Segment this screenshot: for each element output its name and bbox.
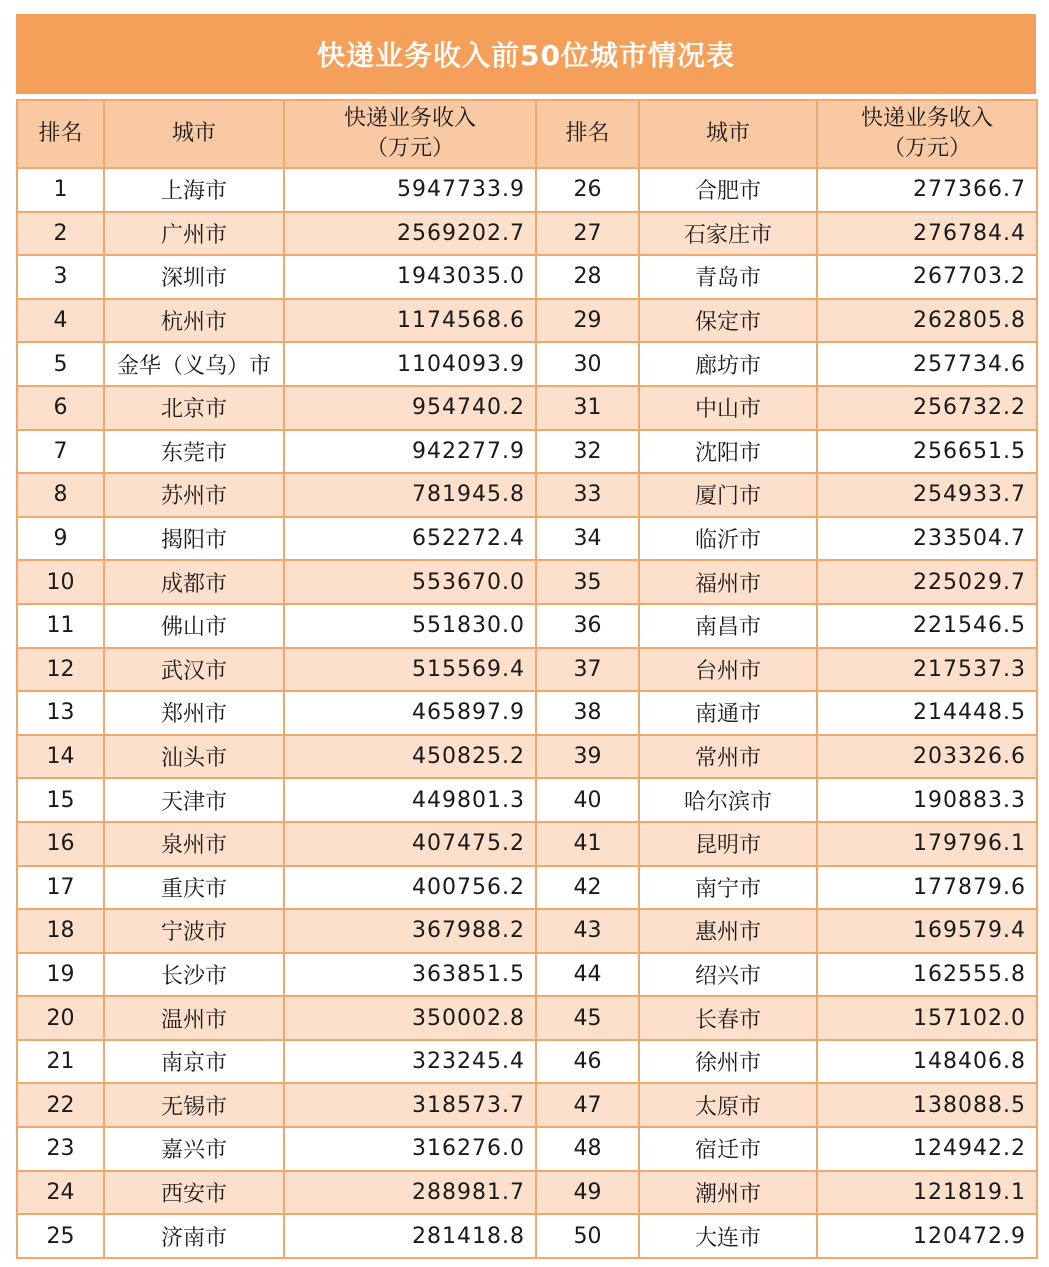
table-row bbox=[17, 1040, 1037, 1084]
revenue-cell: 169579.4 bbox=[817, 909, 1037, 953]
revenue-cell: 363851.5 bbox=[284, 953, 536, 997]
revenue-cell: 233504.7 bbox=[817, 517, 1037, 561]
city-cell: 惠州市 bbox=[639, 909, 817, 953]
revenue-cell: 276784.4 bbox=[817, 212, 1037, 256]
city-cell: 太原市 bbox=[639, 1083, 817, 1127]
revenue-cell: 190883.3 bbox=[817, 778, 1037, 822]
table-row bbox=[17, 735, 1037, 779]
city-cell: 西安市 bbox=[104, 1171, 284, 1215]
rank-cell: 15 bbox=[17, 778, 104, 822]
rank-cell: 41 bbox=[536, 822, 639, 866]
revenue-cell: 407475.2 bbox=[284, 822, 536, 866]
header-rank-left: 排名 bbox=[17, 100, 104, 168]
city-cell: 福州市 bbox=[639, 560, 817, 604]
rank-cell: 14 bbox=[17, 735, 104, 779]
table-row bbox=[17, 342, 1037, 386]
city-cell: 保定市 bbox=[639, 299, 817, 343]
revenue-cell: 179796.1 bbox=[817, 822, 1037, 866]
rank-cell: 43 bbox=[536, 909, 639, 953]
rank-cell: 33 bbox=[536, 473, 639, 517]
table-title: 快递业务收入前50位城市情况表 bbox=[16, 14, 1036, 94]
city-cell: 中山市 bbox=[639, 386, 817, 430]
rank-cell: 36 bbox=[536, 604, 639, 648]
revenue-cell: 367988.2 bbox=[284, 909, 536, 953]
rank-cell: 39 bbox=[536, 735, 639, 779]
table-row bbox=[17, 866, 1037, 910]
city-cell: 南京市 bbox=[104, 1040, 284, 1084]
revenue-table bbox=[16, 99, 1038, 1259]
revenue-cell: 954740.2 bbox=[284, 386, 536, 430]
rank-cell: 21 bbox=[17, 1040, 104, 1084]
city-cell: 杭州市 bbox=[104, 299, 284, 343]
city-cell: 成都市 bbox=[104, 560, 284, 604]
revenue-cell: 350002.8 bbox=[284, 996, 536, 1040]
revenue-cell: 1104093.9 bbox=[284, 342, 536, 386]
table-row bbox=[17, 778, 1037, 822]
city-cell: 汕头市 bbox=[104, 735, 284, 779]
revenue-cell: 781945.8 bbox=[284, 473, 536, 517]
revenue-cell: 257734.6 bbox=[817, 342, 1037, 386]
revenue-cell: 465897.9 bbox=[284, 691, 536, 735]
rank-cell: 42 bbox=[536, 866, 639, 910]
city-cell: 苏州市 bbox=[104, 473, 284, 517]
revenue-cell: 217537.3 bbox=[817, 648, 1037, 692]
revenue-cell: 515569.4 bbox=[284, 648, 536, 692]
revenue-cell: 450825.2 bbox=[284, 735, 536, 779]
city-cell: 郑州市 bbox=[104, 691, 284, 735]
rank-cell: 20 bbox=[17, 996, 104, 1040]
revenue-cell: 254933.7 bbox=[817, 473, 1037, 517]
header-revenue-unit: （万元） bbox=[882, 136, 971, 161]
revenue-cell: 221546.5 bbox=[817, 604, 1037, 648]
revenue-cell: 120472.9 bbox=[817, 1214, 1037, 1258]
rank-cell: 26 bbox=[536, 168, 639, 212]
table-row bbox=[17, 1171, 1037, 1215]
rank-cell: 5 bbox=[17, 342, 104, 386]
city-cell: 嘉兴市 bbox=[104, 1127, 284, 1171]
header-revenue-left bbox=[284, 100, 536, 168]
table-row bbox=[17, 255, 1037, 299]
table-row bbox=[17, 386, 1037, 430]
rank-cell: 2 bbox=[17, 212, 104, 256]
revenue-cell: 256732.2 bbox=[817, 386, 1037, 430]
city-cell: 北京市 bbox=[104, 386, 284, 430]
city-cell: 宁波市 bbox=[104, 909, 284, 953]
revenue-cell: 177879.6 bbox=[817, 866, 1037, 910]
rank-cell: 27 bbox=[536, 212, 639, 256]
city-cell: 东莞市 bbox=[104, 430, 284, 474]
header-rank-right: 排名 bbox=[536, 100, 639, 168]
table-row bbox=[17, 168, 1037, 212]
city-cell: 揭阳市 bbox=[104, 517, 284, 561]
city-cell: 宿迁市 bbox=[639, 1127, 817, 1171]
revenue-cell: 2569202.7 bbox=[284, 212, 536, 256]
table-row bbox=[17, 691, 1037, 735]
rank-cell: 18 bbox=[17, 909, 104, 953]
city-cell: 南通市 bbox=[639, 691, 817, 735]
city-cell: 广州市 bbox=[104, 212, 284, 256]
city-cell: 临沂市 bbox=[639, 517, 817, 561]
revenue-cell: 553670.0 bbox=[284, 560, 536, 604]
table-row bbox=[17, 953, 1037, 997]
city-cell: 石家庄市 bbox=[639, 212, 817, 256]
rank-cell: 30 bbox=[536, 342, 639, 386]
rank-cell: 44 bbox=[536, 953, 639, 997]
rank-cell: 49 bbox=[536, 1171, 639, 1215]
city-cell: 长春市 bbox=[639, 996, 817, 1040]
city-cell: 绍兴市 bbox=[639, 953, 817, 997]
rank-cell: 24 bbox=[17, 1171, 104, 1215]
revenue-cell: 256651.5 bbox=[817, 430, 1037, 474]
table-row bbox=[17, 299, 1037, 343]
table-row bbox=[17, 1214, 1037, 1258]
rank-cell: 19 bbox=[17, 953, 104, 997]
city-cell: 台州市 bbox=[639, 648, 817, 692]
rank-cell: 34 bbox=[536, 517, 639, 561]
header-revenue-label: 快递业务收入 bbox=[343, 106, 476, 131]
rank-cell: 11 bbox=[17, 604, 104, 648]
city-cell: 潮州市 bbox=[639, 1171, 817, 1215]
rank-cell: 47 bbox=[536, 1083, 639, 1127]
table-row bbox=[17, 560, 1037, 604]
header-revenue-unit: （万元） bbox=[365, 136, 454, 161]
rank-cell: 37 bbox=[536, 648, 639, 692]
revenue-cell: 277366.7 bbox=[817, 168, 1037, 212]
rank-cell: 40 bbox=[536, 778, 639, 822]
header-city-right: 城市 bbox=[639, 100, 817, 168]
rank-cell: 8 bbox=[17, 473, 104, 517]
revenue-cell: 262805.8 bbox=[817, 299, 1037, 343]
city-cell: 无锡市 bbox=[104, 1083, 284, 1127]
rank-cell: 29 bbox=[536, 299, 639, 343]
city-cell: 大连市 bbox=[639, 1214, 817, 1258]
revenue-cell: 121819.1 bbox=[817, 1171, 1037, 1215]
table-row bbox=[17, 909, 1037, 953]
city-cell: 常州市 bbox=[639, 735, 817, 779]
rank-cell: 45 bbox=[536, 996, 639, 1040]
city-cell: 合肥市 bbox=[639, 168, 817, 212]
city-cell: 哈尔滨市 bbox=[639, 778, 817, 822]
rank-cell: 9 bbox=[17, 517, 104, 561]
city-cell: 廊坊市 bbox=[639, 342, 817, 386]
revenue-cell: 148406.8 bbox=[817, 1040, 1037, 1084]
city-cell: 徐州市 bbox=[639, 1040, 817, 1084]
city-cell: 济南市 bbox=[104, 1214, 284, 1258]
revenue-cell: 214448.5 bbox=[817, 691, 1037, 735]
city-cell: 深圳市 bbox=[104, 255, 284, 299]
city-cell: 金华（义乌）市 bbox=[104, 342, 284, 386]
revenue-cell: 449801.3 bbox=[284, 778, 536, 822]
table-container bbox=[16, 14, 1036, 1259]
table-row bbox=[17, 430, 1037, 474]
revenue-cell: 551830.0 bbox=[284, 604, 536, 648]
city-cell: 南宁市 bbox=[639, 866, 817, 910]
rank-cell: 38 bbox=[536, 691, 639, 735]
city-cell: 泉州市 bbox=[104, 822, 284, 866]
rank-cell: 28 bbox=[536, 255, 639, 299]
revenue-cell: 157102.0 bbox=[817, 996, 1037, 1040]
revenue-cell: 138088.5 bbox=[817, 1083, 1037, 1127]
rank-cell: 35 bbox=[536, 560, 639, 604]
city-cell: 青岛市 bbox=[639, 255, 817, 299]
revenue-cell: 203326.6 bbox=[817, 735, 1037, 779]
revenue-cell: 288981.7 bbox=[284, 1171, 536, 1215]
rank-cell: 4 bbox=[17, 299, 104, 343]
rank-cell: 46 bbox=[536, 1040, 639, 1084]
table-row bbox=[17, 1083, 1037, 1127]
header-row bbox=[17, 100, 1037, 168]
city-cell: 南昌市 bbox=[639, 604, 817, 648]
revenue-cell: 225029.7 bbox=[817, 560, 1037, 604]
table-row bbox=[17, 996, 1037, 1040]
city-cell: 重庆市 bbox=[104, 866, 284, 910]
city-cell: 武汉市 bbox=[104, 648, 284, 692]
rank-cell: 7 bbox=[17, 430, 104, 474]
city-cell: 沈阳市 bbox=[639, 430, 817, 474]
revenue-cell: 1943035.0 bbox=[284, 255, 536, 299]
rank-cell: 3 bbox=[17, 255, 104, 299]
revenue-cell: 267703.2 bbox=[817, 255, 1037, 299]
rank-cell: 13 bbox=[17, 691, 104, 735]
table-row bbox=[17, 517, 1037, 561]
revenue-cell: 5947733.9 bbox=[284, 168, 536, 212]
rank-cell: 22 bbox=[17, 1083, 104, 1127]
table-row bbox=[17, 648, 1037, 692]
rank-cell: 50 bbox=[536, 1214, 639, 1258]
revenue-cell: 323245.4 bbox=[284, 1040, 536, 1084]
city-cell: 长沙市 bbox=[104, 953, 284, 997]
revenue-cell: 1174568.6 bbox=[284, 299, 536, 343]
revenue-cell: 316276.0 bbox=[284, 1127, 536, 1171]
city-cell: 温州市 bbox=[104, 996, 284, 1040]
rank-cell: 1 bbox=[17, 168, 104, 212]
table-row bbox=[17, 822, 1037, 866]
table-row bbox=[17, 1127, 1037, 1171]
city-cell: 佛山市 bbox=[104, 604, 284, 648]
city-cell: 天津市 bbox=[104, 778, 284, 822]
rank-cell: 25 bbox=[17, 1214, 104, 1258]
revenue-cell: 281418.8 bbox=[284, 1214, 536, 1258]
rank-cell: 12 bbox=[17, 648, 104, 692]
header-revenue-right bbox=[817, 100, 1037, 168]
revenue-cell: 652272.4 bbox=[284, 517, 536, 561]
header-revenue-label: 快递业务收入 bbox=[860, 106, 993, 131]
revenue-cell: 124942.2 bbox=[817, 1127, 1037, 1171]
rank-cell: 6 bbox=[17, 386, 104, 430]
revenue-cell: 942277.9 bbox=[284, 430, 536, 474]
table-row bbox=[17, 604, 1037, 648]
revenue-cell: 318573.7 bbox=[284, 1083, 536, 1127]
header-city-left: 城市 bbox=[104, 100, 284, 168]
city-cell: 厦门市 bbox=[639, 473, 817, 517]
city-cell: 上海市 bbox=[104, 168, 284, 212]
rank-cell: 48 bbox=[536, 1127, 639, 1171]
rank-cell: 23 bbox=[17, 1127, 104, 1171]
rank-cell: 16 bbox=[17, 822, 104, 866]
city-cell: 昆明市 bbox=[639, 822, 817, 866]
revenue-cell: 400756.2 bbox=[284, 866, 536, 910]
rank-cell: 17 bbox=[17, 866, 104, 910]
table-row bbox=[17, 212, 1037, 256]
rank-cell: 32 bbox=[536, 430, 639, 474]
table-row bbox=[17, 473, 1037, 517]
revenue-cell: 162555.8 bbox=[817, 953, 1037, 997]
rank-cell: 31 bbox=[536, 386, 639, 430]
rank-cell: 10 bbox=[17, 560, 104, 604]
